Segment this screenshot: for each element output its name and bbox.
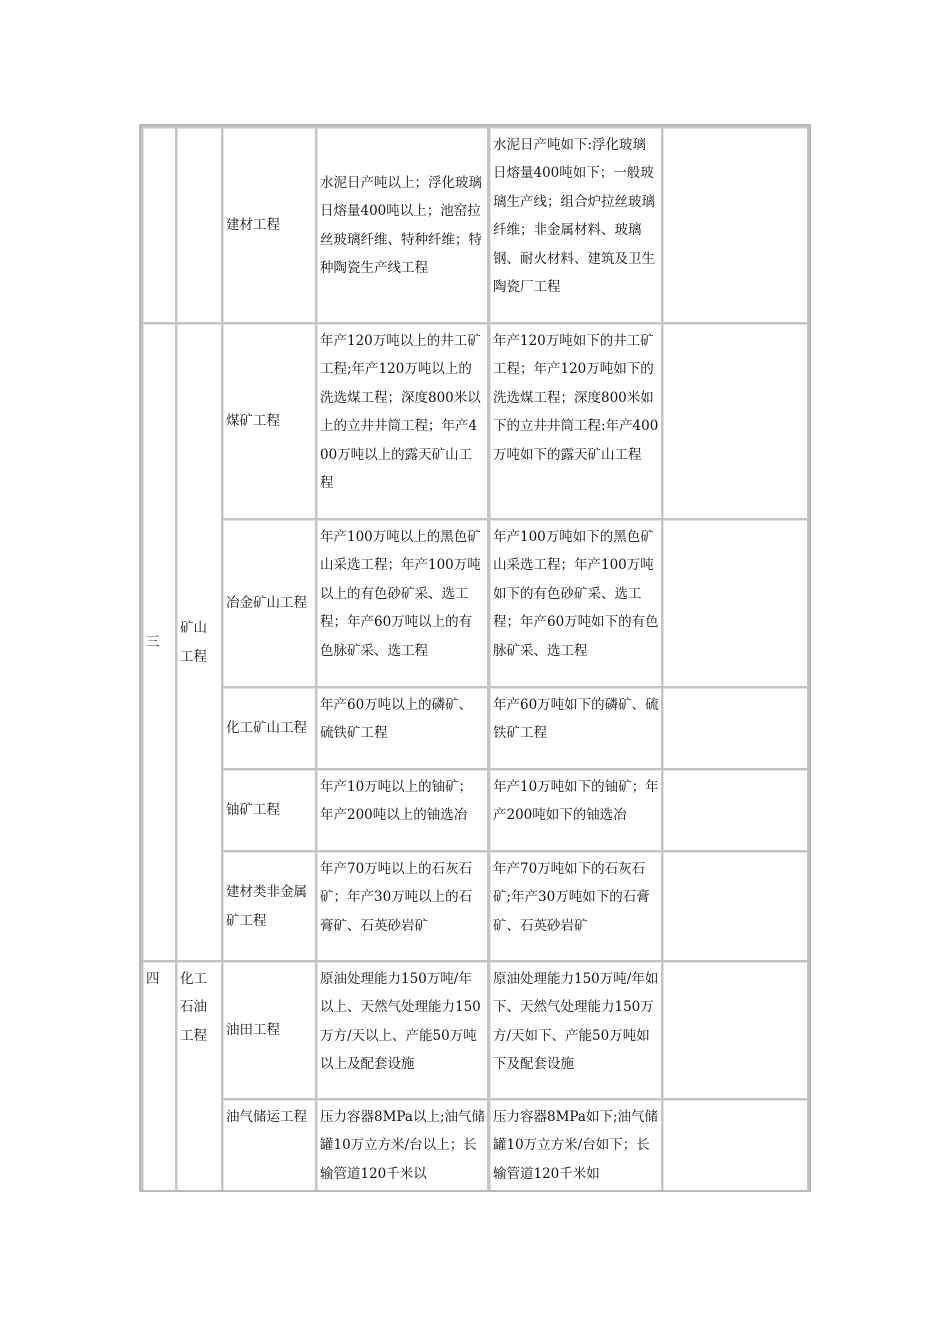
table-cell-medium: 原油处理能力150万吨/年如下、天然气处理能力150万方/天如下、产能50万吨如下及配套设施	[488, 960, 663, 1100]
table-cell-note	[661, 850, 809, 962]
project-label: 建材工程	[226, 217, 280, 234]
table-cell-large: 压力容器8MPa以上;油气储罐10万立方米/台以上；长输管道120千米以	[315, 1098, 489, 1192]
table-cell-project	[221, 960, 317, 1100]
large-scale-criteria: 水泥日产吨以上；浮化玻璃日熔量400吨以上；池窑拉丝玻璃纤维、特种纤维；特种陶瓷生产线工程	[320, 174, 482, 276]
table-cell-note	[661, 1098, 809, 1192]
table-cell-note	[661, 126, 809, 324]
section-number: 三	[146, 634, 160, 651]
table-cell-project	[221, 518, 317, 688]
table-cell-num: 四	[141, 960, 177, 1192]
project-label: 铀矿工程	[226, 802, 280, 819]
table-cell-num	[141, 126, 177, 324]
table-cell-note	[661, 686, 809, 770]
project-label: 油田工程	[226, 1022, 280, 1039]
project-label: 化工矿山工程	[226, 720, 307, 737]
table-cell-project	[221, 850, 317, 962]
table-cell-medium: 年产120万吨如下的井工矿工程；年产120万吨如下的洗选煤工程；深度800米如下的立井井筒工程:年产400万吨如下的露天矿山工程	[488, 322, 663, 520]
table-cell-medium: 水泥日产吨如下:浮化玻璃日熔量400吨如下；一般玻璃生产线；组合炉拉丝玻璃纤维；非金属材料、玻璃钢、耐火材料、建筑及卫生陶瓷厂工程	[488, 126, 663, 324]
project-label: 建材类非金属矿工程	[226, 884, 307, 929]
project-label: 煤矿工程	[226, 413, 280, 430]
table-cell-category	[175, 126, 223, 324]
table-cell-category	[175, 322, 223, 962]
table-cell-note	[661, 768, 809, 852]
table-cell-large: 年产100万吨以上的黑色矿山采选工程；年产100万吨以上的有色砂矿采、选工程；年产60万吨以上的有色脉矿采、选工程	[315, 518, 489, 688]
table-cell-project	[221, 126, 317, 324]
table-cell-medium: 年产100万吨如下的黑色矿山采选工程；年产100万吨如下的有色砂矿采、选工程；年产60万吨如下的有色脉矿采、选工程	[488, 518, 663, 688]
table-cell-medium: 压力容器8MPa如下;油气储罐10万立方米/台如下；长输管道120千米如	[488, 1098, 663, 1192]
table-cell-num	[141, 322, 177, 962]
table-cell-note	[661, 518, 809, 688]
qualification-table	[139, 124, 811, 1192]
table-cell-large	[315, 126, 489, 324]
table-cell-project	[221, 686, 317, 770]
table-cell-project	[221, 322, 317, 520]
table-cell-note	[661, 322, 809, 520]
table-cell-large: 年产70万吨以上的石灰石矿；年产30万吨以上的石膏矿、石英砂岩矿	[315, 850, 489, 962]
section-category: 矿山工程	[180, 620, 207, 665]
table-cell-medium: 年产70万吨如下的石灰石矿;年产30万吨如下的石膏矿、石英砂岩矿	[488, 850, 663, 962]
table-cell-large: 年产10万吨以上的铀矿；年产200吨以上的铀选冶	[315, 768, 489, 852]
table-cell-category: 化工石油工程	[175, 960, 223, 1192]
table-cell-large: 年产120万吨以上的井工矿工程;年产120万吨以上的洗选煤工程；深度800米以上的立井井筒工程；年产400万吨以上的露天矿山工程	[315, 322, 489, 520]
project-label: 冶金矿山工程	[226, 595, 307, 612]
table-cell-note	[661, 960, 809, 1100]
table-cell-project: 油气储运工程	[221, 1098, 317, 1192]
table-cell-large: 年产60万吨以上的磷矿、硫铁矿工程	[315, 686, 489, 770]
table-cell-project	[221, 768, 317, 852]
table-cell-large: 原油处理能力150万吨/年以上、天然气处理能力150万方/天以上、产能50万吨以上及配套设施	[315, 960, 489, 1100]
table-cell-medium: 年产60万吨如下的磷矿、硫铁矿工程	[488, 686, 663, 770]
table-cell-medium: 年产10万吨如下的铀矿；年产200吨如下的铀选冶	[488, 768, 663, 852]
